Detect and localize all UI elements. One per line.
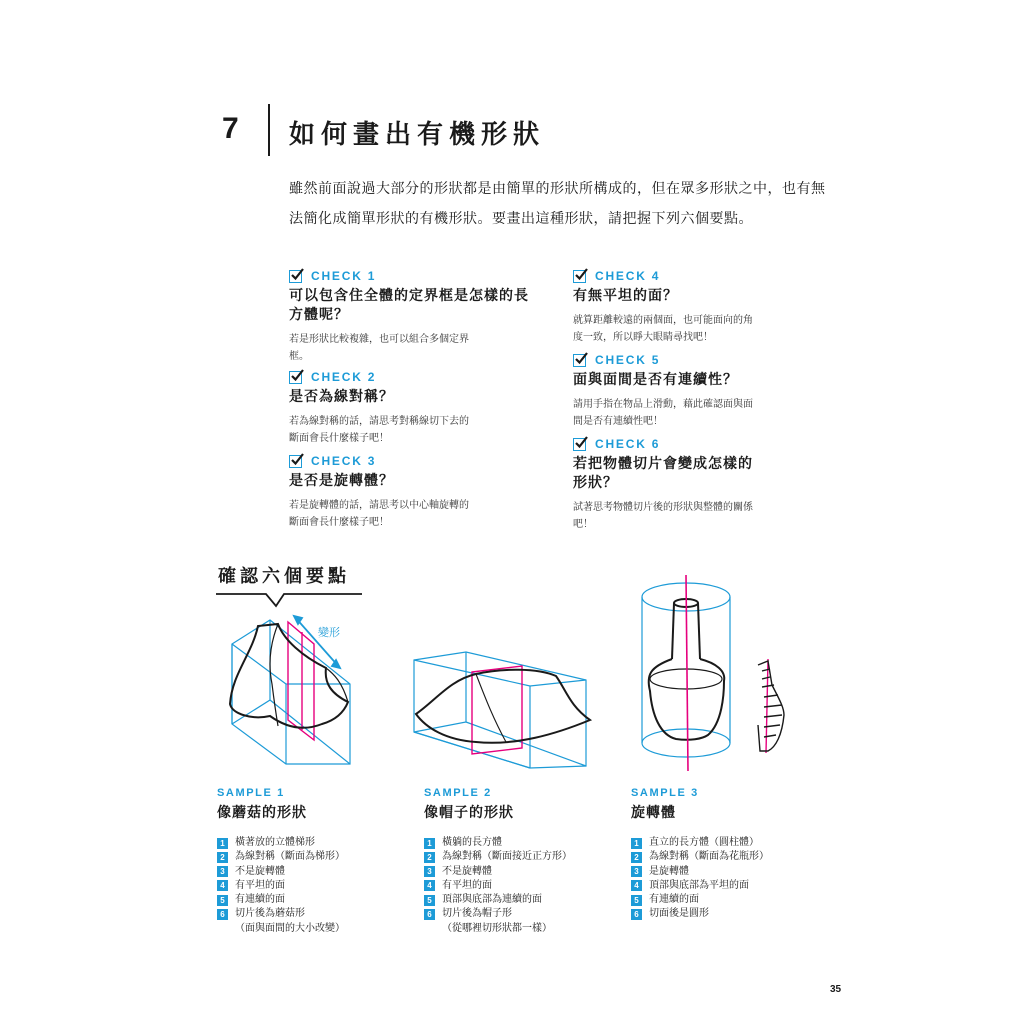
number-badge: 6: [217, 909, 228, 920]
list-item: [424, 893, 614, 907]
sample-label: SAMPLE 1: [217, 787, 285, 799]
list-item-text: 頂部與底部為連續的面: [442, 894, 542, 906]
checkbox-icon: [573, 354, 586, 367]
check-item-5: [573, 352, 813, 430]
chapter-number: 7: [222, 112, 239, 145]
check-title-line: 若把物體切片會變成怎樣的: [573, 456, 753, 472]
check-title-line: 是否是旋轉體？: [289, 473, 394, 489]
sample-list: [217, 836, 407, 936]
sample-1: [217, 787, 407, 936]
list-item: [424, 836, 614, 850]
check-item-2: [289, 369, 549, 447]
check-text: [573, 499, 813, 533]
list-item-text: 切片後為帽子形: [442, 908, 512, 920]
check-title: [573, 371, 813, 390]
list-item: [424, 879, 614, 893]
number-badge: 1: [217, 838, 228, 849]
list-item-text: 不是旋轉體: [442, 865, 492, 877]
number-badge: 3: [424, 866, 435, 877]
check-label: CHECK 4: [595, 269, 661, 283]
sample-list: [631, 836, 821, 922]
check-title-line: 有無平坦的面？: [573, 288, 678, 304]
sample-label: SAMPLE 2: [424, 787, 492, 799]
number-badge: 1: [424, 838, 435, 849]
sample-label: SAMPLE 3: [631, 787, 699, 799]
list-item: [631, 879, 821, 893]
check-text: [289, 413, 549, 447]
list-item: [217, 850, 407, 864]
list-item: [424, 850, 614, 864]
number-badge: 6: [424, 909, 435, 920]
list-item: [631, 907, 821, 921]
number-badge: 4: [217, 880, 228, 891]
checkbox-icon: [573, 438, 586, 451]
check-text-line: 就算距離較遠的兩個面，也可能面向的角: [573, 315, 753, 326]
number-badge: 4: [631, 880, 642, 891]
intro-line: 雖然前面說過大部分的形狀都是由簡單的形狀所構成的，但在眾多形狀之中，也有無: [289, 181, 826, 197]
checkbox-icon: [573, 270, 586, 283]
list-item: [631, 865, 821, 879]
list-item-text: 有平坦的面: [442, 879, 492, 891]
sample-list: [424, 836, 614, 936]
check-text-line: 斷面會長什麼樣子吧！: [289, 433, 389, 444]
check-title-line: 形狀？: [573, 475, 618, 491]
check-label: CHECK 2: [311, 370, 377, 384]
check-text-line: 框。: [289, 351, 309, 362]
check-title-line: 方體呢？: [289, 307, 349, 323]
list-item: [631, 893, 821, 907]
list-item-text: 有連續的面: [649, 894, 699, 906]
sample-title: 像帽子的形狀: [424, 805, 514, 821]
check-title-line: 是否為線對稱？: [289, 389, 394, 405]
check-item-1: [289, 268, 549, 365]
list-item: [217, 865, 407, 879]
checkbox-icon: [289, 270, 302, 283]
number-badge: 4: [424, 880, 435, 891]
number-badge: 2: [631, 852, 642, 863]
chapter-divider: [268, 104, 270, 156]
list-item-text: 為線對稱（斷面為花瓶形）: [649, 851, 769, 863]
intro-line: 法簡化成簡單形狀的有機形狀。要畫出這種形狀，請把握下列六個要點。: [289, 211, 753, 227]
check-text-line: 間是否有連續性吧！: [573, 416, 663, 427]
check-item-6: [573, 436, 813, 533]
check-item-3: [289, 453, 549, 531]
list-item-text: 切面後是圓形: [649, 908, 709, 920]
number-badge: 3: [217, 866, 228, 877]
page-number: 35: [830, 984, 842, 995]
check-title: [289, 287, 549, 325]
check-label: CHECK 6: [595, 437, 661, 451]
list-item: [217, 879, 407, 893]
check-text-line: 吧！: [573, 519, 593, 530]
list-note: [424, 922, 614, 936]
check-title: [573, 455, 813, 493]
number-badge: 2: [217, 852, 228, 863]
check-item-4: [573, 268, 813, 346]
list-item: [424, 865, 614, 879]
list-item: [217, 907, 407, 921]
sample-title: 旋轉體: [631, 805, 676, 821]
list-item: [424, 907, 614, 921]
mushroom-shape-illustration: [222, 604, 372, 774]
check-label: CHECK 5: [595, 353, 661, 367]
check-text-line: 若是形狀比較複雜，也可以組合多個定界: [289, 334, 469, 345]
section-heading: 確認六個要點: [218, 566, 350, 587]
number-badge: 3: [631, 866, 642, 877]
check-title-line: 可以包含住全體的定界框是怎樣的長: [289, 288, 529, 304]
check-text-line: 請用手指在物品上滑動，藉此確認面與面: [573, 399, 753, 410]
number-badge: 5: [424, 895, 435, 906]
check-text-line: 斷面會長什麼樣子吧！: [289, 517, 389, 528]
list-item-text: 為線對稱（斷面接近正方形）: [442, 851, 572, 863]
list-item-text: 不是旋轉體: [235, 865, 285, 877]
list-item-text: 頂部與底部為平坦的面: [649, 879, 749, 891]
number-badge: 1: [631, 838, 642, 849]
number-badge: 2: [424, 852, 435, 863]
check-title: [289, 472, 549, 491]
check-text-line: 度一致，所以睜大眼睛尋找吧！: [573, 332, 713, 343]
intro-paragraph: [289, 174, 829, 234]
list-item: [631, 850, 821, 864]
check-label: CHECK 1: [311, 269, 377, 283]
list-item-text: 有連續的面: [235, 894, 285, 906]
sample-2: [424, 787, 614, 936]
number-badge: 5: [631, 895, 642, 906]
check-text: [573, 312, 813, 346]
list-item-text: 為線對稱（斷面為梯形）: [235, 851, 345, 863]
list-item-text: 切片後為蘑菇形: [235, 908, 305, 920]
checkbox-icon: [289, 455, 302, 468]
list-item-text: 有平坦的面: [235, 879, 285, 891]
list-item: [631, 836, 821, 850]
list-note-text: （面與面間的大小改變）: [235, 922, 345, 934]
list-item: [217, 836, 407, 850]
vase-illustration: [636, 575, 796, 775]
check-title: [573, 287, 813, 306]
list-item: [217, 893, 407, 907]
sample-title: 像蘑菇的形狀: [217, 805, 307, 821]
list-note: [217, 922, 407, 936]
check-title-line: 面與面間是否有連續性？: [573, 372, 738, 388]
list-item-text: 橫躺的長方體: [442, 837, 502, 848]
check-text-line: 若為線對稱的話，請思考對稱線切下去的: [289, 416, 469, 427]
check-text: [573, 396, 813, 430]
list-note-text: （從哪裡切形狀都一樣）: [442, 922, 552, 934]
list-item-text: 直立的長方體（圓柱體）: [649, 837, 759, 848]
check-text-line: 試著思考物體切片後的形狀與整體的關係: [573, 502, 753, 513]
hat-shape-illustration: [406, 650, 596, 770]
checkbox-icon: [289, 371, 302, 384]
check-text: [289, 331, 549, 365]
chapter-title: 如何畫出有機形狀: [289, 120, 546, 150]
number-badge: 5: [217, 895, 228, 906]
deform-label: 變形: [318, 626, 340, 639]
number-badge: 6: [631, 909, 642, 920]
sample-3: [631, 787, 821, 922]
list-item-text: 是旋轉體: [649, 865, 689, 877]
check-title: [289, 388, 549, 407]
check-label: CHECK 3: [311, 454, 377, 468]
check-text-line: 若是旋轉體的話，請思考以中心軸旋轉的: [289, 500, 469, 511]
check-text: [289, 497, 549, 531]
list-item-text: 橫著放的立體梯形: [235, 837, 315, 848]
